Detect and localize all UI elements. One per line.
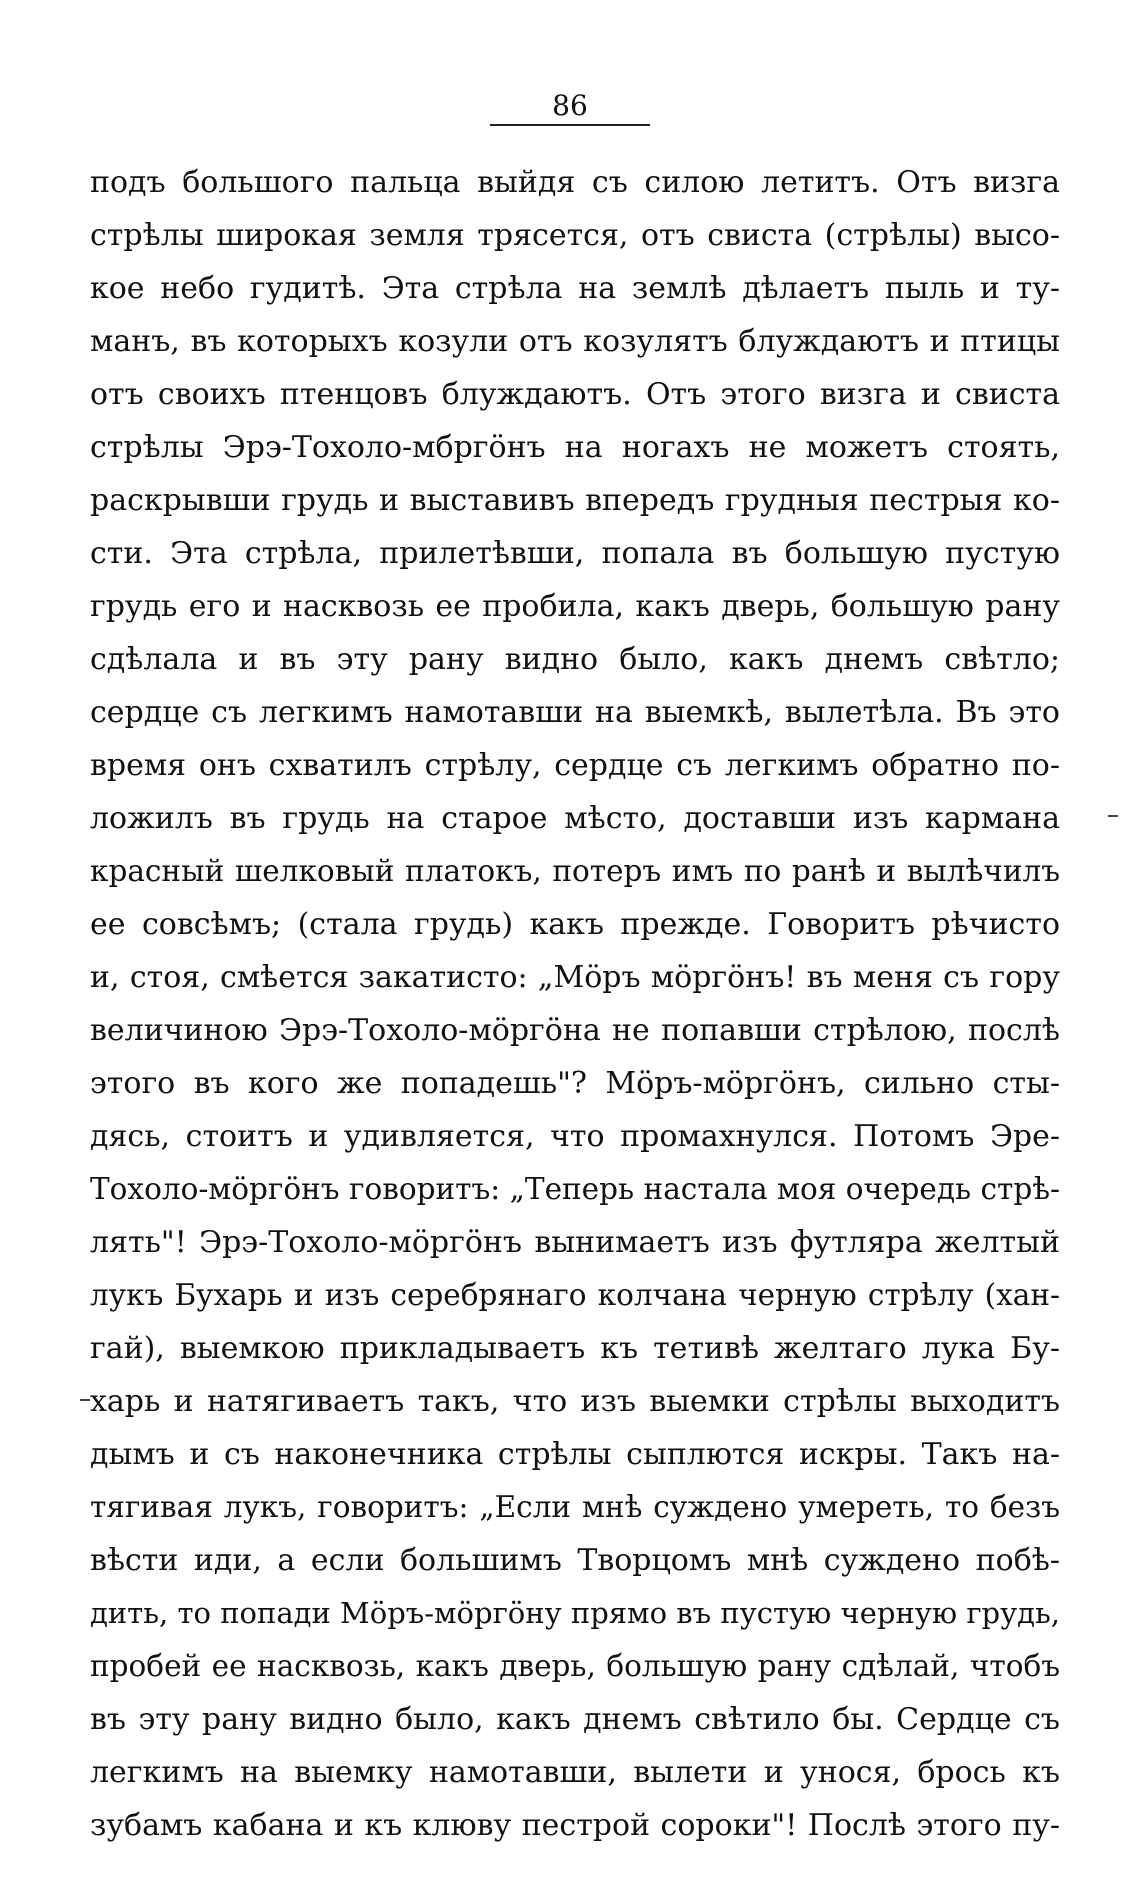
text-line: грудь его и насквозь ее пробила, какъ дверь, большую рану <box>90 589 1060 624</box>
text-line: ложилъ въ грудь на старое мѣсто, доставши изъ кармана <box>90 801 1060 836</box>
text-line: тягивая лукъ, говоритъ: „Если мнѣ суждено умереть, то безъ <box>90 1490 1060 1524</box>
text-line: ее совсѣмъ; (стала грудь) какъ прежде. Говоритъ рѣчисто <box>90 907 1060 942</box>
page-number-rule <box>490 124 650 126</box>
margin-mark-left <box>80 1399 90 1401</box>
body-text <box>90 156 1060 1852</box>
text-line: сти. Эта стрѣла, прилетѣвши, попала въ большую пустую <box>90 536 1060 571</box>
text-line: подъ большого пальца выйдя съ силою летитъ. Отъ визга <box>90 165 1060 200</box>
text-line: величиною Эрэ-Тохоло-мöргöна не попавши стрѣлою, послѣ <box>90 1013 1060 1048</box>
text-line: кое небо гудитѣ. Эта стрѣла на землѣ дѣлаетъ пыль и ту- <box>90 271 1060 306</box>
text-line: дить, то попади Мöръ-мöргöну прямо въ пустую черную грудь, <box>90 1596 1060 1630</box>
text-line: раскрывши грудь и выставивъ впередъ грудныя пестрыя ко- <box>90 483 1060 518</box>
margin-mark-right <box>1108 815 1118 817</box>
text-line: зубамъ кабана и къ клюву пестрой сороки"! Послѣ этого пу- <box>90 1808 1060 1843</box>
text-line: лять"! Эрэ-Тохоло-мöргöнъ вынимаетъ изъ футляра желтый <box>90 1225 1060 1260</box>
text-line: стрѣлы широкая земля трясется, отъ свиста (стрѣлы) высо- <box>90 218 1060 253</box>
text-line: легкимъ на выемку намотавши, вылети и унося, брось къ <box>90 1755 1060 1790</box>
text-line: этого въ кого же попадешь"? Мöръ-мöргöнъ, сильно сты- <box>90 1066 1060 1101</box>
text-line: сердце съ легкимъ намотавши на выемкѣ, вылетѣла. Въ это <box>90 695 1060 730</box>
text-line: пробей ее насквозь, какъ дверь, большую рану сдѣлай, чтобъ <box>90 1649 1060 1683</box>
text-line: въ эту рану видно было, какъ днемъ свѣтило бы. Сердце съ <box>90 1702 1060 1737</box>
text-line: лукъ Бухарь и изъ серебрянаго колчана черную стрѣлу (хан- <box>90 1278 1060 1312</box>
text-line: Тохоло-мöргöнъ говоритъ: „Теперь настала моя очередь стрѣ- <box>90 1172 1060 1206</box>
text-line: время онъ схватилъ стрѣлу, сердце съ легкимъ обратно по- <box>90 748 1060 783</box>
text-line: сдѣлала и въ эту рану видно было, какъ днемъ свѣтло; <box>90 642 1060 677</box>
text-line: дясь, стоитъ и удивляется, что промахнулся. Потомъ Эре- <box>90 1119 1060 1154</box>
text-line: стрѣлы Эрэ-Тохоло-мбргöнъ на ногахъ не можетъ стоять, <box>90 430 1060 465</box>
text-line: дымъ и съ наконечника стрѣлы сыплются искры. Такъ на- <box>90 1437 1060 1472</box>
text-line: красный шелковый платокъ, потеръ имъ по ранѣ и вылѣчилъ <box>90 854 1060 888</box>
text-line: манъ, въ которыхъ козули отъ козулятъ блуждаютъ и птицы <box>90 324 1060 359</box>
text-line: отъ своихъ птенцовъ блуждаютъ. Отъ этого визга и свиста <box>90 377 1060 412</box>
page-number: 86 <box>552 89 588 122</box>
text-line: вѣсти иди, а если большимъ Творцомъ мнѣ суждено побѣ- <box>90 1543 1060 1578</box>
text-line: и, стоя, смѣется закатисто: „Мöръ мöргöнъ! въ меня съ гору <box>90 960 1060 995</box>
text-line: харь и натягиваетъ такъ, что изъ выемки стрѣлы выходитъ <box>90 1384 1060 1419</box>
text-line: гай), выемкою прикладываетъ къ тетивѣ желтаго лука Бу- <box>90 1331 1060 1366</box>
